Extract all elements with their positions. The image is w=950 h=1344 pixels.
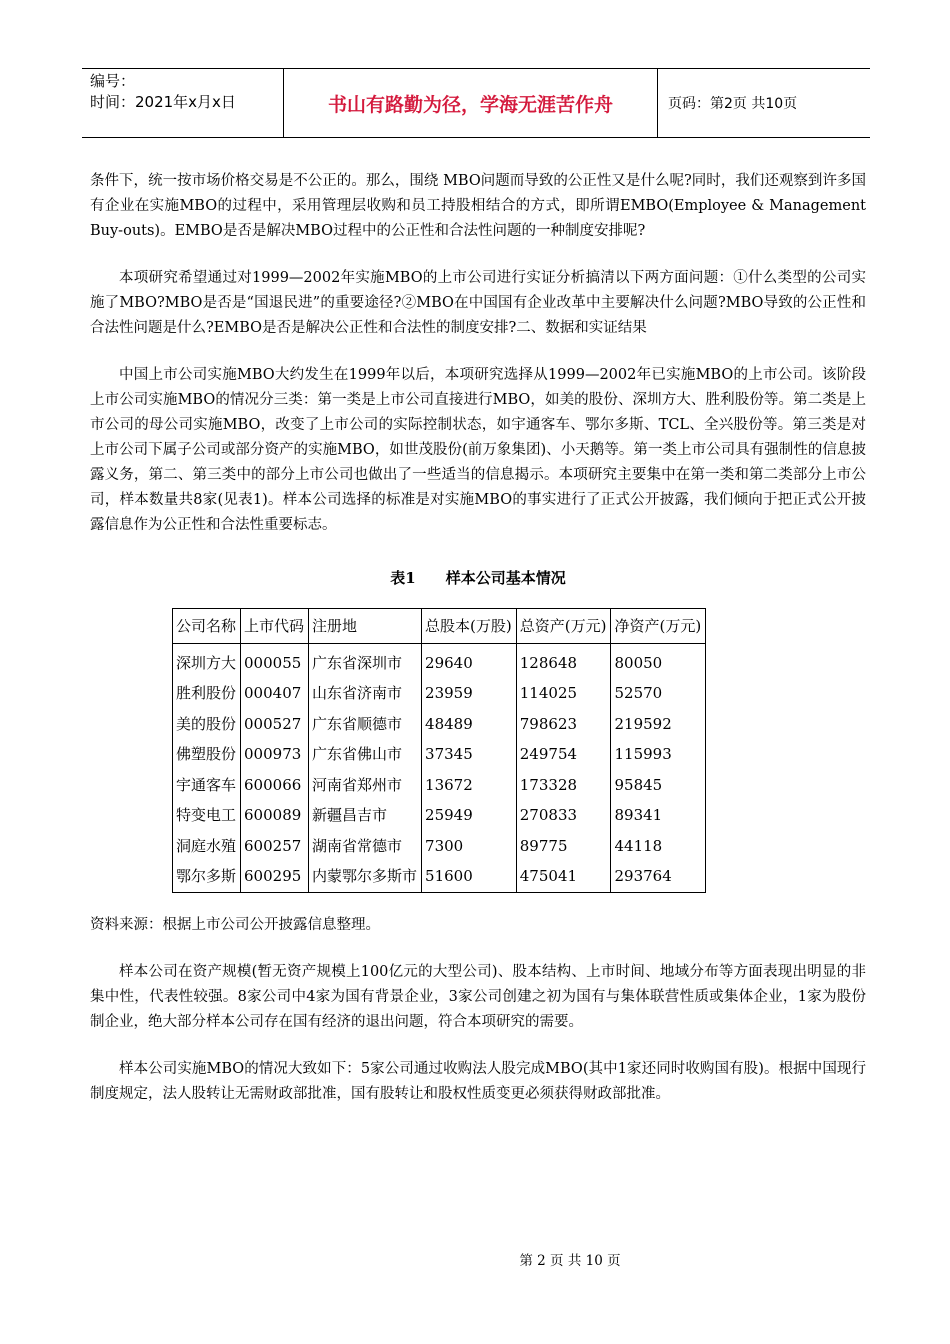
table-row: [173, 831, 706, 862]
table-row: [173, 770, 706, 801]
table-cell: 798623: [516, 709, 611, 740]
table-cell: 51600: [422, 862, 517, 893]
table-caption: [90, 566, 866, 591]
table-cell: 胜利股份: [173, 679, 241, 710]
page-header: [82, 68, 870, 138]
paragraph-2: 本项研究希望通过对1999—2002年实施MBO的上市公司进行实证分析搞清以下两方面问题：①什么类型的公司实施了MBO?MBO是否是“国退民进”的重要途径?②MBO在中国国有企业改革中主要解决什么问题?MBO导致的公正性和合法性问题是什么?EMBO是否是解决公正性和合法性的制度安排?二、数据和实证结果: [90, 270, 866, 336]
table-cell: 23959: [422, 679, 517, 710]
table-cell: 13672: [422, 770, 517, 801]
sample-companies-table: [172, 608, 706, 893]
table-header-cell: 总资产(万元): [516, 609, 611, 644]
table-cell: 80050: [611, 644, 706, 679]
table-cell: 特变电工: [173, 801, 241, 832]
table-row: [173, 862, 706, 893]
table-cell: 宇通客车: [173, 770, 241, 801]
table-cell: 600295: [241, 862, 309, 893]
table-header-cell: 总股本(万股): [422, 609, 517, 644]
table-cell: 249754: [516, 740, 611, 771]
table-cell: 湖南省常德市: [309, 831, 422, 862]
table-row: [173, 709, 706, 740]
table-cell: 128648: [516, 644, 611, 679]
paragraph-5: 样本公司实施MBO的情况大致如下：5家公司通过收购法人股完成MBO(其中1家还同时收购国有股)。根据中国现行制度规定，法人股转让无需财政部批准，国有股转让和股权性质变更必须获得财政部批准。: [90, 1061, 866, 1102]
table-cell: 95845: [611, 770, 706, 801]
table-header-cell: 净资产(万元): [611, 609, 706, 644]
table-cell: 洞庭水殖: [173, 831, 241, 862]
table-cell: 52570: [611, 679, 706, 710]
header-page-number: 页码：第2页 共10页: [668, 96, 798, 112]
table-row: [173, 801, 706, 832]
table-cell: 7300: [422, 831, 517, 862]
table-cell: 广东省深圳市: [309, 644, 422, 679]
table-cell: 鄂尔多斯: [173, 862, 241, 893]
document-number-label: 编号：: [90, 72, 136, 90]
table-row: [173, 644, 706, 679]
table-cell: 44118: [611, 831, 706, 862]
paragraph-4: 样本公司在资产规模(暂无资产规模上100亿元的大型公司)、股本结构、上市时间、地域分布等方面表现出明显的非集中性，代表性较强。8家公司中4家为国有背景企业，3家公司创建之初为国有与集体联营性质或集体企业，1家为股份制企业，绝大部分样本公司存在国有经济的退出问题，符合本项研究的需要。: [90, 964, 866, 1030]
table-cell: 89775: [516, 831, 611, 862]
header-motto: 书山有路勤为径，学海无涯苦作舟: [284, 69, 658, 137]
paragraph-3: 中国上市公司实施MBO大约发生在1999年以后，本项研究选择从1999—2002年已实施MBO的上市公司。该阶段上市公司实施MBO的情况分三类：第一类是上市公司直接进行MBO，如美的股份、深圳方大、胜利股份等。第二类是上市公司的母公司实施MBO，改变了上市公司的实际控制状态，如宇通客车、鄂尔多斯、TCL、全兴股份等。第三类是对上市公司下属子公司或部分资产的实施MBO，如世茂股份(前万象集团)、小天鹅等。第一类上市公司具有强制性的信息披露义务，第二、第三类中的部分上市公司也做出了一些适当的信息揭示。本项研究主要集中在第一类和第二类部分上市公司，样本数量共8家(见表1)。样本公司选择的标准是对实施MBO的事实进行了正式公开披露，我们倾向于把正式公开披露信息作为公正性和合法性重要标志。: [90, 367, 866, 533]
paragraph-1: 条件下，统一按市场价格交易是不公正的。那么，围绕 MBO问题而导致的公正性又是什么呢?同时，我们还观察到许多国有企业在实施MBO的过程中，采用管理层收购和员工持股相结合的方式，即所谓EMBO(Employee & Management Buy-outs)。EMBO是否是解决MBO过程中的公正性和合法性问题的一种制度安排呢?: [90, 173, 866, 239]
table-cell: 293764: [611, 862, 706, 893]
table-row: [173, 679, 706, 710]
table-cell: 广东省顺德市: [309, 709, 422, 740]
table-title: 样本公司基本情况: [445, 569, 566, 587]
table-cell: 173328: [516, 770, 611, 801]
table-cell: 广东省佛山市: [309, 740, 422, 771]
table-cell: 114025: [516, 679, 611, 710]
table-cell: 新疆昌吉市: [309, 801, 422, 832]
table-cell: 河南省郑州市: [309, 770, 422, 801]
table-cell: 115993: [611, 740, 706, 771]
table-cell: 29640: [422, 644, 517, 679]
table-header-cell: 注册地: [309, 609, 422, 644]
table-cell: 37345: [422, 740, 517, 771]
table-cell: 600257: [241, 831, 309, 862]
table-cell: 600066: [241, 770, 309, 801]
header-meta: [82, 69, 284, 137]
table-source-note: 资料来源：根据上市公司公开披露信息整理。: [90, 917, 380, 933]
table-cell: 佛塑股份: [173, 740, 241, 771]
document-body: [90, 169, 866, 1107]
table-row: [173, 740, 706, 771]
table-cell: 219592: [611, 709, 706, 740]
table-cell: 内蒙鄂尔多斯市: [309, 862, 422, 893]
table-header-cell: 公司名称: [173, 609, 241, 644]
table-cell: 48489: [422, 709, 517, 740]
table-cell: 000407: [241, 679, 309, 710]
page-footer: 第 2 页 共 10 页: [519, 1253, 621, 1269]
table-cell: 600089: [241, 801, 309, 832]
table-cell: 美的股份: [173, 709, 241, 740]
table-cell: 000055: [241, 644, 309, 679]
table-header-row: [173, 609, 706, 644]
table-cell: 475041: [516, 862, 611, 893]
document-time-label: 时间：2021年x月x日: [90, 93, 236, 111]
table-header-cell: 上市代码: [241, 609, 309, 644]
table-cell: 89341: [611, 801, 706, 832]
table-cell: 000527: [241, 709, 309, 740]
table-cell: 000973: [241, 740, 309, 771]
table-cell: 深圳方大: [173, 644, 241, 679]
table-cell: 山东省济南市: [309, 679, 422, 710]
table-number: 表1: [390, 569, 416, 587]
table-cell: 25949: [422, 801, 517, 832]
table-cell: 270833: [516, 801, 611, 832]
